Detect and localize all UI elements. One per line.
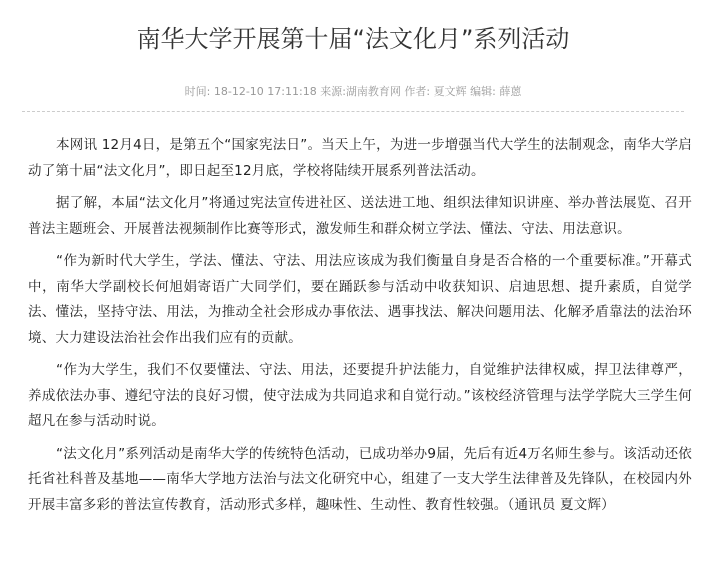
article-title: 南华大学开展第十届“法文化月”系列活动 — [136, 25, 570, 53]
paragraph-2: 据了解，本届“法文化月”将通过宪法宣传进社区、送法进工地、组织法律知识讲座、举办普法展览、召开普法主题班会、开展普法视频制作比赛等形式，激发师生和群众树立学法、懂法、守法、用法意识。 — [28, 195, 692, 237]
paragraph-4: “作为大学生，我们不仅要懂法、守法、用法，还要提升护法能力，自觉维护法律权威，捍卫法律尊严，养成依法办事、遵纪守法的良好习惯，使守法成为共同追求和自觉行动。”该校经济管理与法学学院大三学生何超凡在参与活动时说。 — [28, 362, 692, 429]
meta-time-value: 18-12-10 17:11:18 — [213, 85, 317, 98]
paragraph-1: 本网讯 12月4日，是第五个“国家宪法日”。当天上午，为进一步增强当代大学生的法制观念，南华大学启动了第十届“法文化月”，即日起至12月底，学校将陆续开展系列普法活动。 — [28, 137, 692, 179]
paragraph-3: “作为新时代大学生，学法、懂法、守法、用法应该成为我们衡量自身是否合格的一个重要标准。”开幕式中，南华大学副校长何旭娟寄语广大同学们，要在踊跃参与活动中收获知识、启迪思想、提升素质，自觉学法、懂法，坚持守法、用法，为推动全社会形成办事依法、遇事找法、解决问题用法、化解矛盾靠法的法治环境、大力建设法治社会作出我们应有的贡献。 — [28, 253, 692, 346]
article-meta — [0, 84, 706, 100]
meta-author-value: 夏文辉 — [433, 85, 467, 98]
meta-time-label: 时间: — [184, 85, 211, 98]
article-body — [28, 133, 692, 525]
meta-source-value: 湖南教育网 — [345, 85, 401, 98]
meta-author-label: 作者: — [404, 85, 431, 98]
meta-source-label: 来源: — [320, 85, 346, 98]
paragraph-5: “法文化月”系列活动是南华大学的传统特色活动，已成功举办9届，先后有近4万名师生参与。该活动还依托省社科普及基地——南华大学地方法治与法文化研究中心，组建了一支大学生法律普及先锋队，在校园内外开展丰富多彩的普法宣传教育，活动形式多样，趣味性、生动性、教育性较强。（通讯员 夏文辉） — [28, 445, 692, 513]
meta-editor-value: 薛蒽 — [499, 85, 522, 98]
meta-editor-label: 编辑: — [470, 85, 496, 98]
meta-divider — [22, 111, 684, 112]
